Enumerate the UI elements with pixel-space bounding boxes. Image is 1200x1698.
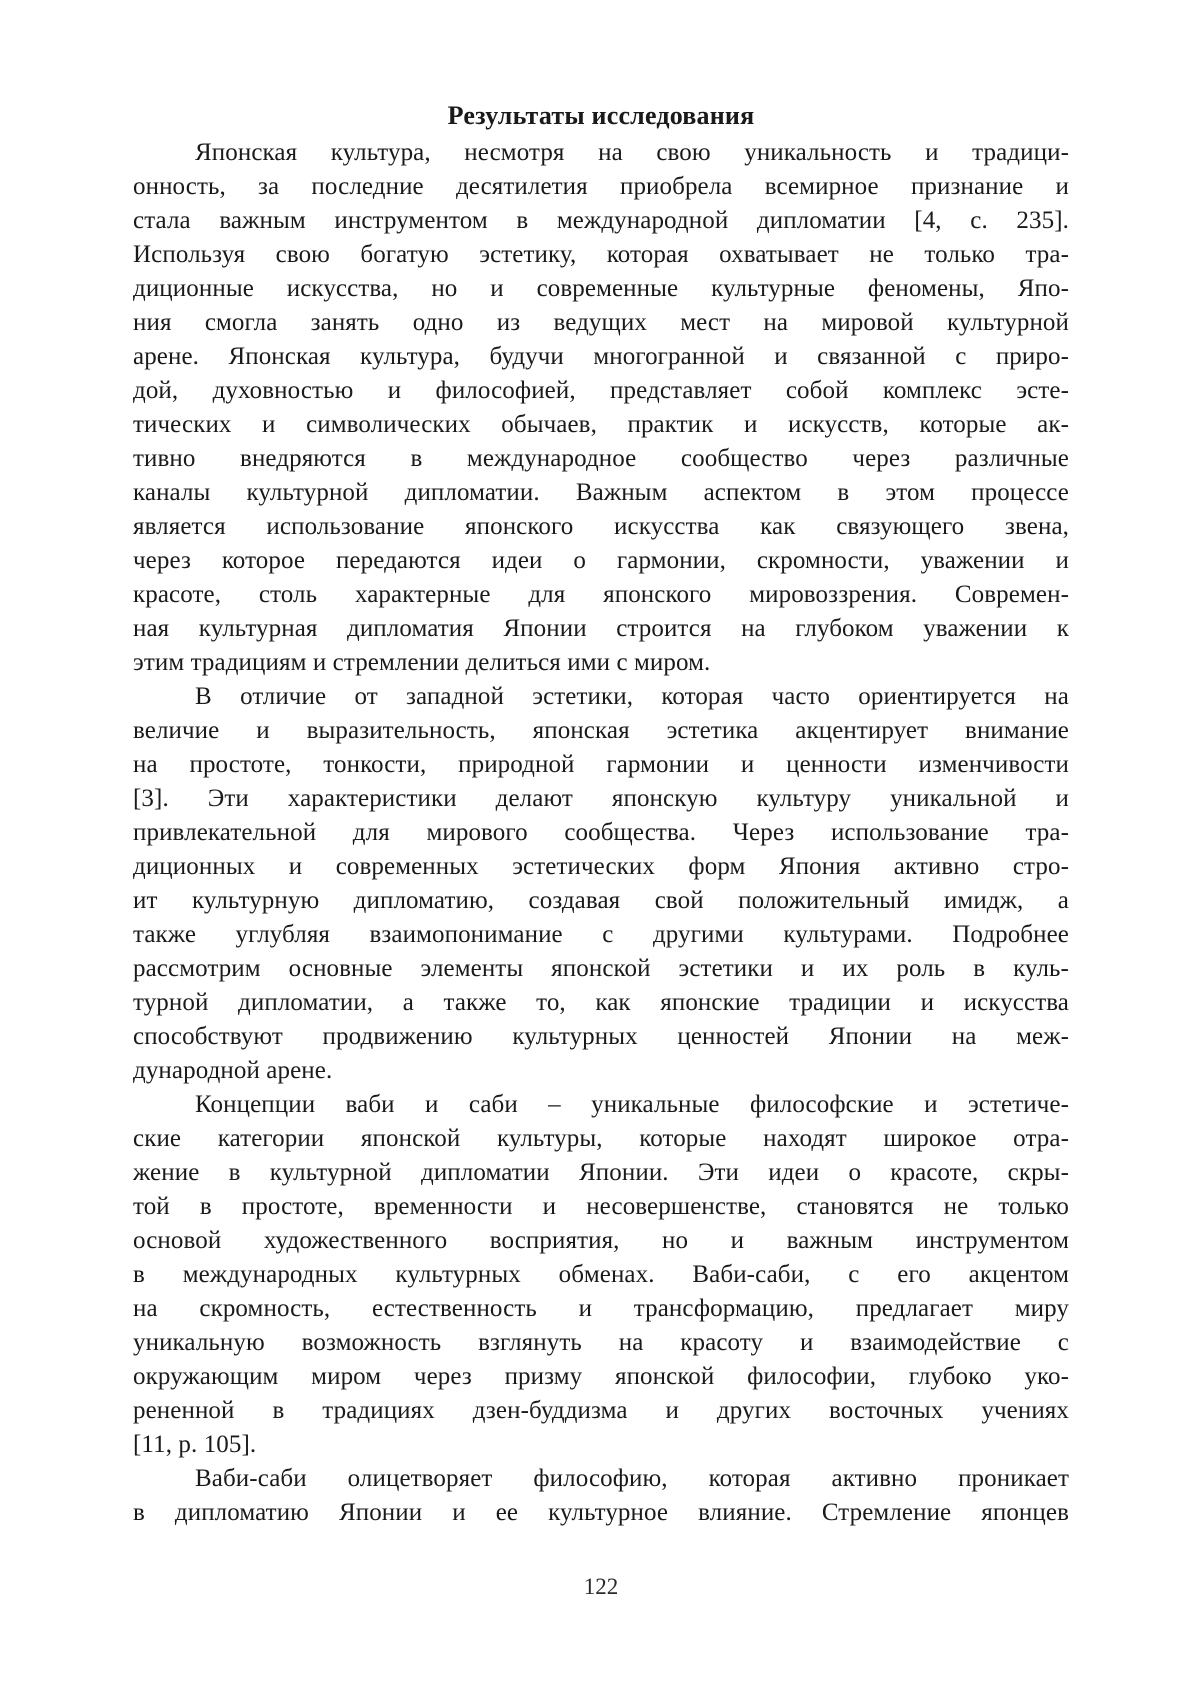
text-line: красоте, столь характерные для японского мировоззрения. Современ- bbox=[133, 581, 1069, 608]
text-line: в международных культурных обменах. Ваби-саби, с его акцентом bbox=[133, 1261, 1069, 1288]
paragraph-3 bbox=[133, 1088, 1069, 1462]
text-line: диционные искусства, но и современные культурные феномены, Япо- bbox=[133, 275, 1069, 302]
text-line: рассмотрим основные элементы японской эстетики и их роль в куль- bbox=[133, 955, 1069, 982]
text-line: уникальную возможность взглянуть на красоту и взаимодействие с bbox=[133, 1329, 1069, 1356]
text-line: ния смогла занять одно из ведущих мест на мировой культурной bbox=[133, 309, 1069, 336]
text-line: ит культурную дипломатию, создавая свой положительный имидж, а bbox=[133, 887, 1069, 914]
text-line: жение в культурной дипломатии Японии. Эти идеи о красоте, скры- bbox=[133, 1159, 1069, 1186]
text-line: рененной в традициях дзен-буддизма и других восточных учениях bbox=[133, 1397, 1069, 1424]
text-line: Ваби-саби олицетворяет философию, которая активно проникает bbox=[195, 1465, 1069, 1492]
text-line: арене. Японская культура, будучи многогранной и связанной с приро- bbox=[133, 343, 1069, 370]
text-line: на скромность, естественность и трансформацию, предлагает миру bbox=[133, 1295, 1069, 1322]
text-line: турной дипломатии, а также то, как японские традиции и искусства bbox=[133, 989, 1069, 1016]
text-line: через которое передаются идеи о гармонии, скромности, уважении и bbox=[133, 547, 1069, 574]
text-line: величие и выразительность, японская эстетика акцентирует внимание bbox=[133, 717, 1069, 744]
text-block bbox=[133, 98, 1069, 1530]
paragraph-4 bbox=[133, 1462, 1069, 1530]
text-line: Используя свою богатую эстетику, которая охватывает не только тра- bbox=[133, 241, 1069, 268]
section-heading: Результаты исследования bbox=[447, 101, 755, 130]
text-line: дой, духовностью и философией, представляет собой комплекс эсте- bbox=[133, 377, 1069, 404]
paragraph-1 bbox=[133, 136, 1069, 680]
text-line: в дипломатию Японии и ее культурное влияние. Стремление японцев bbox=[133, 1499, 1069, 1526]
text-line: стала важным инструментом в международной дипломатии [4, с. 235]. bbox=[133, 207, 1069, 234]
page-number: 122 bbox=[583, 1574, 619, 1599]
text-line: В отличие от западной эстетики, которая часто ориентируется на bbox=[195, 683, 1069, 710]
text-line: тивно внедряются в международное сообщество через различные bbox=[133, 445, 1069, 472]
text-line: также углубляя взаимопонимание с другими культурами. Подробнее bbox=[133, 921, 1069, 948]
text-line: является использование японского искусства как связующего звена, bbox=[133, 513, 1069, 540]
text-line: диционных и современных эстетических форм Япония активно стро- bbox=[133, 853, 1069, 880]
text-line: ная культурная дипломатия Японии строится на глубоком уважении к bbox=[133, 615, 1069, 642]
paragraph-2 bbox=[133, 680, 1069, 1088]
text-line: Японская культура, несмотря на свою уникальность и традици- bbox=[195, 139, 1069, 166]
text-line: той в простоте, временности и несовершенстве, становятся не только bbox=[133, 1193, 1069, 1220]
text-line: способствуют продвижению культурных ценностей Японии на меж- bbox=[133, 1023, 1069, 1050]
text-line: ские категории японской культуры, которые находят широкое отра- bbox=[133, 1125, 1069, 1152]
text-line: Концепции ваби и саби – уникальные философские и эстетиче- bbox=[195, 1091, 1069, 1118]
text-line: окружающим миром через призму японской философии, глубоко уко- bbox=[133, 1363, 1069, 1390]
text-line: [3]. Эти характеристики делают японскую культуру уникальной и bbox=[133, 785, 1069, 812]
text-line: на простоте, тонкости, природной гармонии и ценности изменчивости bbox=[133, 751, 1069, 778]
text-line: привлекательной для мирового сообщества. Через использование тра- bbox=[133, 819, 1069, 846]
text-line: тических и символических обычаев, практик и искусств, которые ак- bbox=[133, 411, 1069, 438]
text-line: онность, за последние десятилетия приобрела всемирное признание и bbox=[133, 173, 1069, 200]
text-line: этим традициям и стремлении делиться ими с миром. bbox=[133, 649, 711, 676]
text-line: дународной арене. bbox=[133, 1057, 333, 1084]
text-line: [11, p. 105]. bbox=[133, 1431, 257, 1458]
text-line: каналы культурной дипломатии. Важным аспектом в этом процессе bbox=[133, 479, 1069, 506]
text-line: основой художественного восприятия, но и важным инструментом bbox=[133, 1227, 1069, 1254]
